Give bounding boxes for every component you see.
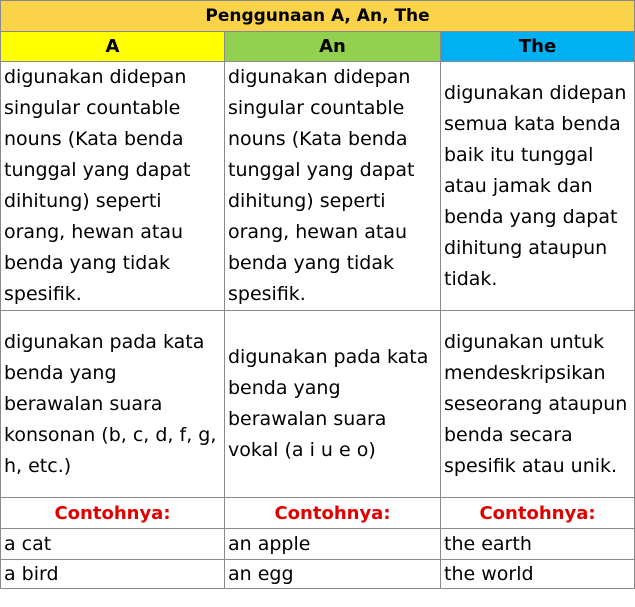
table-row [1, 560, 635, 589]
table-title: Penggunaan A, An, The [1, 1, 635, 32]
header-a: A [1, 32, 225, 62]
title-row [1, 1, 635, 32]
example-a-1: a cat [1, 529, 225, 560]
table-row [1, 62, 635, 311]
header-the: The [441, 32, 635, 62]
table-row [1, 529, 635, 560]
example-the-1: the earth [441, 529, 635, 560]
example-an-1: an apple [225, 529, 441, 560]
rule-an-1: digunakan didepan singular countable nouns (Kata benda tunggal yang dapat dihitung) seperti orang, hewan atau benda yang tidak spesifik. [225, 62, 441, 311]
rule-the-1: digunakan didepan semua kata benda baik itu tunggal atau jamak dan benda yang dapat dihitung ataupun tidak. [441, 62, 635, 311]
example-label-an: Contohnya: [225, 498, 441, 529]
example-a-2: a bird [1, 560, 225, 589]
header-row [1, 32, 635, 62]
header-an: An [225, 32, 441, 62]
rule-a-2: digunakan pada kata benda yang berawalan suara konsonan (b, c, d, f, g, h, etc.) [1, 311, 225, 498]
example-label-the: Contohnya: [441, 498, 635, 529]
rule-the-2: digunakan untuk mendeskripsikan seseorang ataupun benda secara spesifik atau unik. [441, 311, 635, 498]
table-row [1, 311, 635, 498]
rule-a-1: digunakan didepan singular countable nouns (Kata benda tunggal yang dapat dihitung) seperti orang, hewan atau benda yang tidak spesifik. [1, 62, 225, 311]
rule-an-2: digunakan pada kata benda yang berawalan suara vokal (a i u e o) [225, 311, 441, 498]
example-label-row [1, 498, 635, 529]
example-an-2: an egg [225, 560, 441, 589]
example-label-a: Contohnya: [1, 498, 225, 529]
example-the-2: the world [441, 560, 635, 589]
